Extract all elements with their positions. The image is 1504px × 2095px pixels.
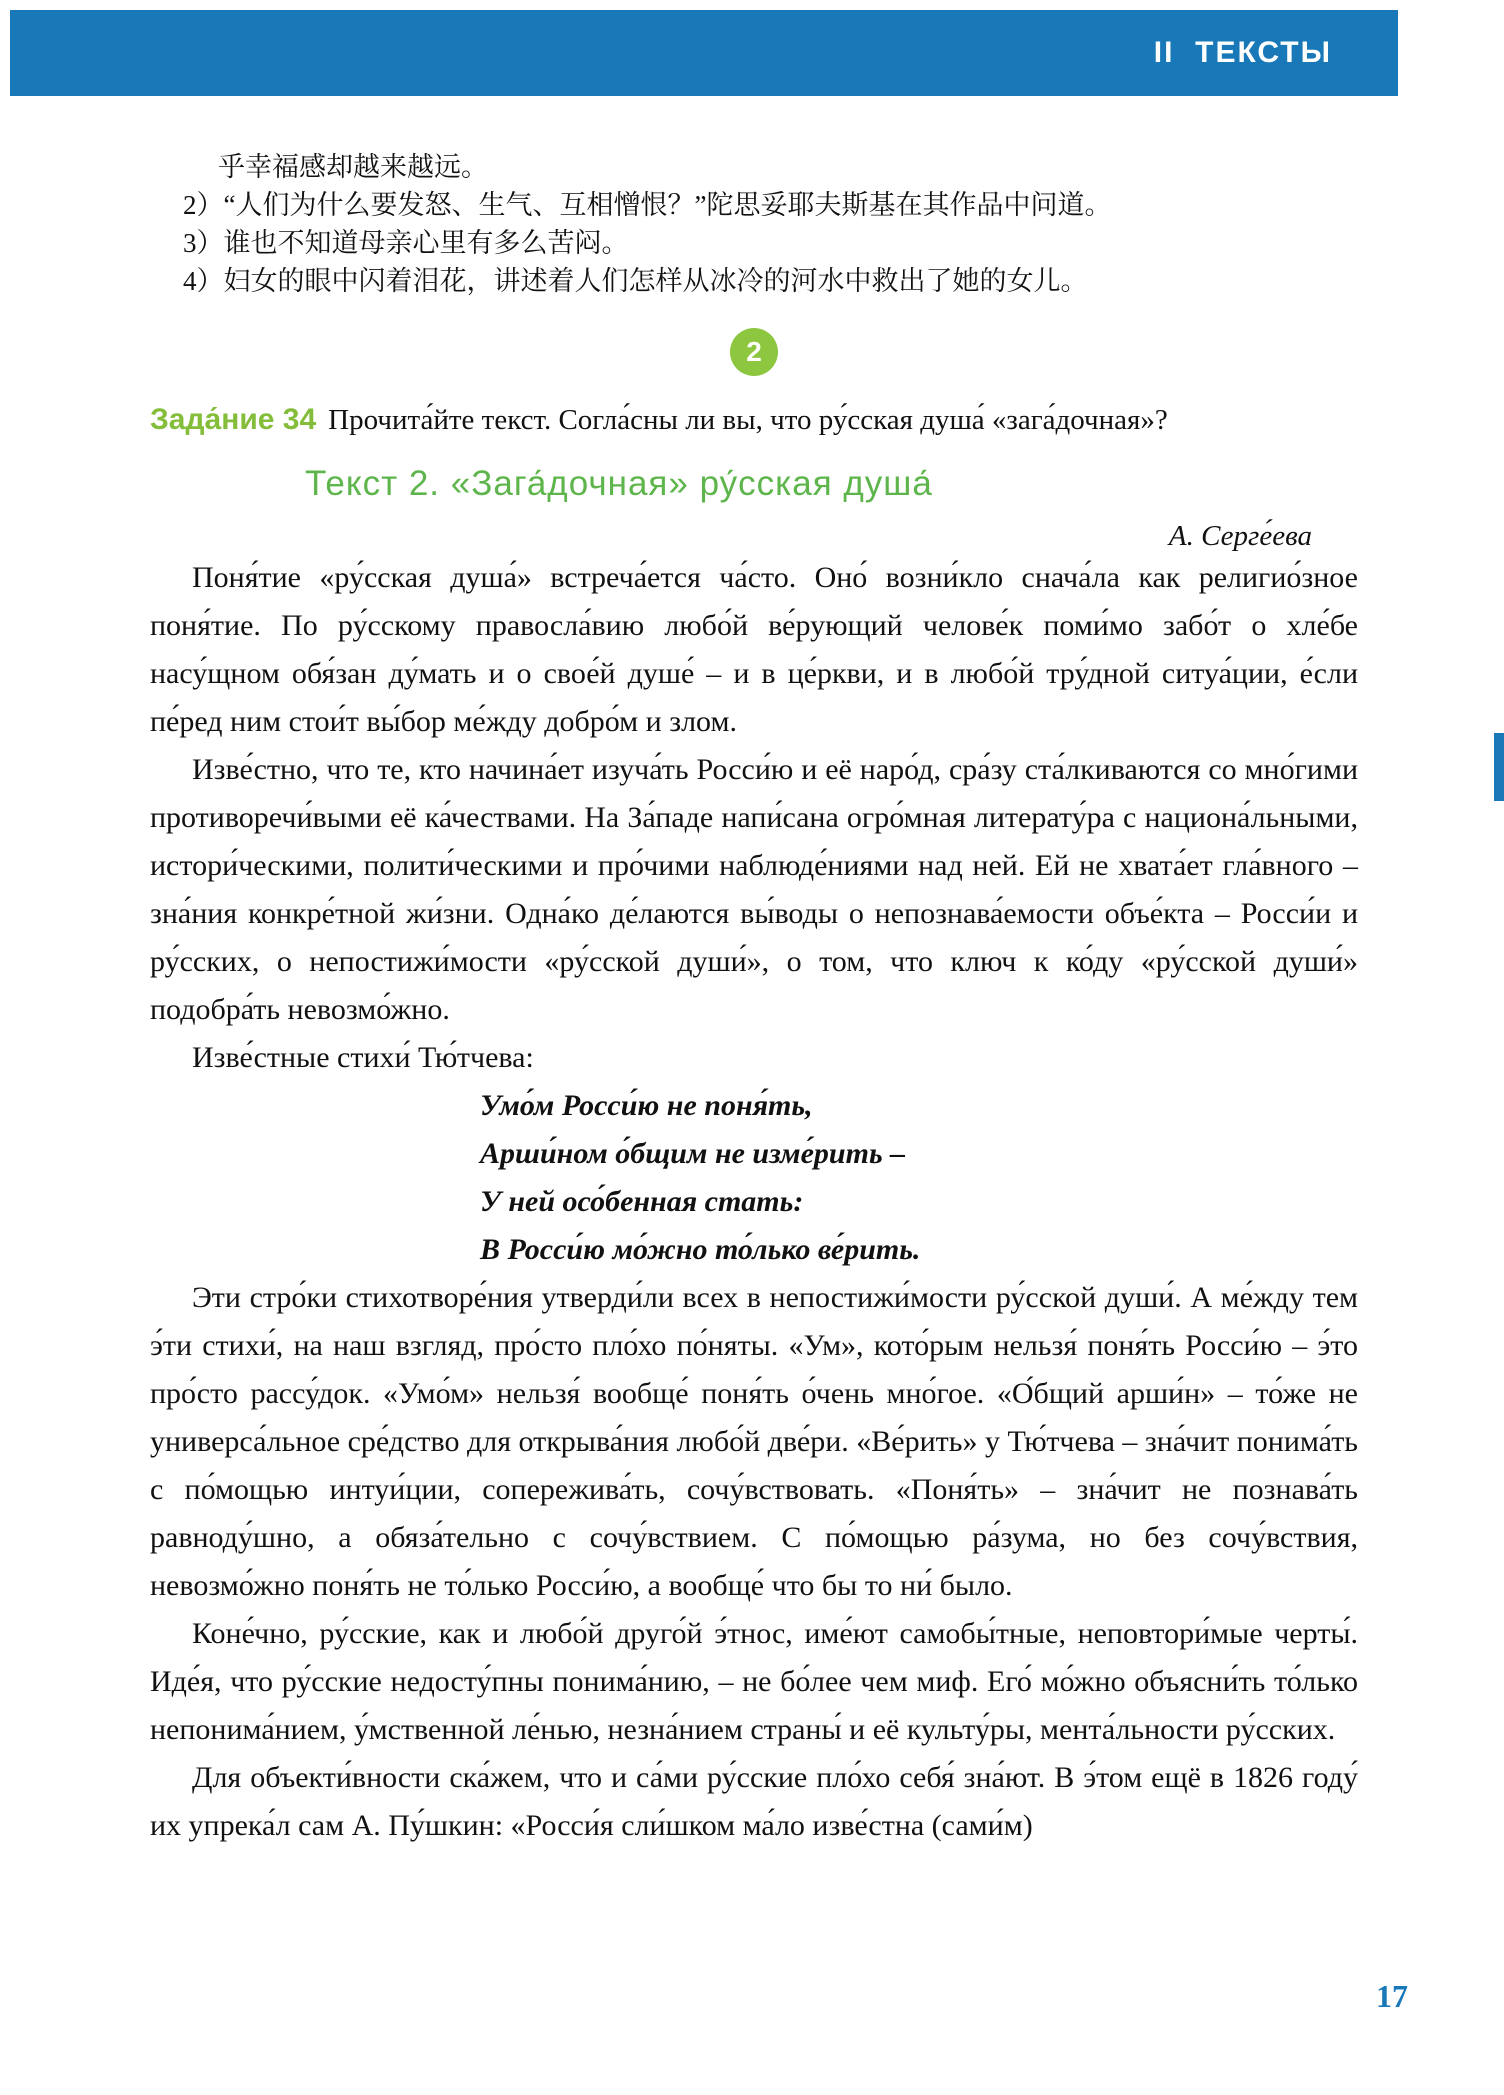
paragraph: Для объекти́вности ска́жем, что и са́ми ру́сские пло́хо себя́ зна́ют. В э́том ещё в 1826 году́ их упрека́л сам А. Пу́шкин: «Росси́я сли́шком ма́ло изве́стна (сами́м) [150,1761,1358,1842]
poem-intro: Изве́стные стихи́ Тю́тчева: [192,1041,534,1074]
body-text [150,554,1358,1850]
paragraph: Коне́чно, ру́сские, как и любо́й друго́й э́тнос, име́ют самобы́тные, неповтори́мые черты́. Иде́я, что ру́сские недосту́пны понима́нию, – не бо́лее чем миф. Его́ мо́жно объясни́ть то́лько непонима́нием, у́мственной ле́нью, незна́нием страны́ и её культу́ры, мента́льности ру́сских. [150,1617,1358,1746]
chinese-sentences-block [150,148,1358,300]
paragraph: Изве́стно, что те, кто начина́ет изуча́ть Росси́ю и её наро́д, сра́зу ста́лкиваются со мно́гими противоречи́выми её ка́чествами. На За́паде напи́сана огро́мная литерату́ра с национа́льными, истори́ческими, полити́ческими и про́чими наблюде́ниями над ней. Ей не хвата́ет гла́вного – зна́ния конкре́тной жи́зни. Одна́ко де́лаются вы́воды о непознава́емости объе́кта – Росси́и и ру́сских, о непостижи́мости «ру́сской души́», о том, что ключ к ко́ду «ру́сской души́» подобра́ть невозмо́жно. [150,753,1358,1026]
paragraph: Эти стро́ки стихотворе́ния утверди́ли всех в непостижи́мости ру́сской души́. А ме́жду тем э́ти стихи́, на наш взгляд, про́сто пло́хо по́няты. «Ум», кото́рым нельзя́ поня́ть Росси́ю – э́то про́сто рассу́док. «Умо́м» нельзя́ вообще́ поня́ть о́чень мно́гое. «О́бщий арши́н» – то́же не универса́льное сре́дство для открыва́ния любо́й две́ри. «Ве́рить» у Тю́тчева – зна́чит понима́ть с по́мощью интуи́ции, сопережива́ть, сочу́вствовать. «Поня́ть» – зна́чит не познава́ть равноду́шно, а обяза́тельно с сочу́вствием. С по́мощью ра́зума, но без сочу́вствия, невозмо́жно поня́ть не то́лько Росси́ю, а вообще́ что бы то ни́ было. [150,1281,1358,1602]
page-edge-tab [1494,733,1504,801]
page-content [150,148,1358,1850]
task-text: Прочита́йте текст. Согла́сны ли вы, что ру́сская душа́ «зага́дочная»? [328,404,1168,436]
chinese-list-item: 2）“人们为什么要发怒、生气、互相憎恨？”陀思妥耶夫斯基在其作品中问道。 [183,190,1112,220]
tyutchev-poem [480,1082,1358,1274]
poem-line: В Росси́ю мо́жно то́лько ве́рить. [480,1233,921,1266]
header-bar [10,10,1398,96]
section-number-badge: 2 [730,328,778,376]
chinese-continuation-line: 乎幸福感却越来越远。 [218,152,488,182]
page-number: 17 [1376,1978,1408,2014]
section-header-title: II ТЕКСТЫ [1153,36,1332,69]
poem-line: Арши́ном о́бщим не изме́рить – [480,1137,906,1170]
poem-line: Умо́м Росси́ю не поня́ть, [480,1089,813,1122]
chinese-list-item: 3）谁也不知道母亲心里有多么苦闷。 [183,228,629,258]
paragraph: Поня́тие «ру́сская душа́» встреча́ется ча́сто. Оно́ возни́кло снача́ла как религио́зное поня́тие. По ру́сскому правосла́вию любо́й ве́рующий челове́к поми́мо забо́т о хле́бе насу́щном обя́зан ду́мать и о свое́й душе́ – и в це́ркви, и в любо́й тру́дной ситуа́ции, е́сли пе́ред ним стои́т вы́бор ме́жду добро́м и злом. [150,561,1358,738]
text-title: Текст 2. «Зага́дочная» ру́сская душа́ [305,464,933,503]
poem-line: У ней осо́бенная стать: [480,1185,804,1218]
task-label: Зада́ние 34 [150,403,317,436]
author-name: А. Серге́ева [1168,520,1312,552]
task-line [150,400,1358,440]
chinese-list-item: 4）妇女的眼中闪着泪花，讲述着人们怎样从冰冷的河水中救出了她的女儿。 [183,266,1088,296]
